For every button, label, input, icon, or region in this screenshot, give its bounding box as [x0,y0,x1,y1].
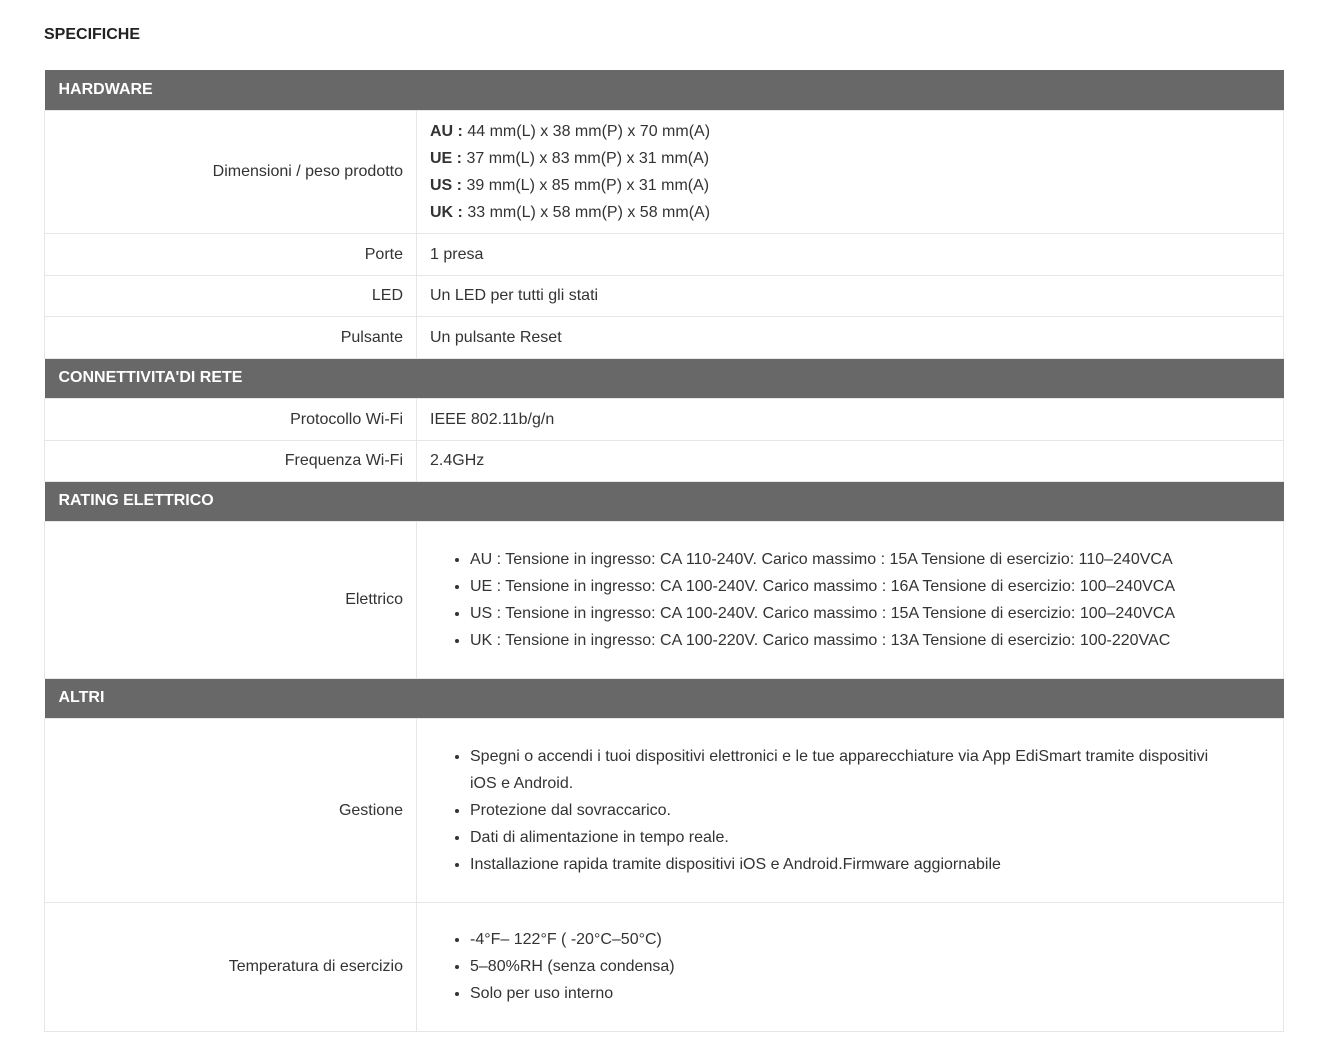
section-header-others: ALTRI [45,678,1284,718]
list-item: • AU : Tensione in ingresso: CA 110-240V. Carico massimo : 15A Tensione di esercizio: 110–240VCA [470,546,1282,573]
row-label: LED [45,275,417,316]
list-item: • -4°F– 122°F ( -20°C–50°C) [470,926,1282,953]
row-label: Pulsante [45,316,417,358]
row-value: 2.4GHz [417,440,1284,481]
row-label: Gestione [45,718,417,902]
row-label: Dimensioni / peso prodotto [45,110,417,233]
list-item: • Protezione dal sovraccarico. [470,797,1230,824]
list-item: • Spegni o accendi i tuoi dispositivi elettronici e le tue apparecchiature via App EdiSmart tramite dispositivi iOS e Android. [470,743,1230,797]
row-label: Temperatura di esercizio [45,902,417,1031]
list-item: • 5–80%RH (senza condensa) [470,953,1282,980]
specs-table [44,70,1284,1032]
section-header-network: CONNETTIVITA'DI RETE [45,358,1284,398]
table-row [45,233,1284,275]
list-item: • Dati di alimentazione in tempo reale. [470,824,1230,851]
row-value: Un pulsante Reset [417,316,1284,358]
table-row [45,275,1284,316]
table-row [45,316,1284,358]
row-value: AU : 44 mm(L) x 38 mm(P) x 70 mm(A) UE : 37 mm(L) x 83 mm(P) x 31 mm(A) US : 39 mm(L) x 85 mm(P) x 31 mm(A) UK : 33 mm(L) x 58 mm(P) x 58 mm(A) [417,110,1284,233]
row-value [417,718,1284,902]
section-header-electrical: RATING ELETTRICO [45,481,1284,521]
row-value: IEEE 802.11b/g/n [417,398,1284,440]
row-label: Elettrico [45,521,417,678]
section-header-hardware: HARDWARE [45,70,1284,110]
row-value: Un LED per tutti gli stati [417,275,1284,316]
list-item: • UK : Tensione in ingresso: CA 100-220V. Carico massimo : 13A Tensione di esercizio: 100-220VAC [470,627,1282,654]
list-item: • Installazione rapida tramite dispositivi iOS e Android.Firmware aggiornabile [470,851,1230,878]
table-row [45,398,1284,440]
table-row [45,718,1284,902]
row-value [417,521,1284,678]
list-item: • Solo per uso interno [470,980,1282,1007]
row-label: Porte [45,233,417,275]
list-item: • UE : Tensione in ingresso: CA 100-240V. Carico massimo : 16A Tensione di esercizio: 100–240VCA [470,573,1282,600]
row-label: Frequenza Wi-Fi [45,440,417,481]
list-item: • US : Tensione in ingresso: CA 100-240V. Carico massimo : 15A Tensione di esercizio: 100–240VCA [470,600,1282,627]
row-label: Protocollo Wi-Fi [45,398,417,440]
page-title: SPECIFICHE [44,26,141,43]
table-row [45,440,1284,481]
row-value: 1 presa [417,233,1284,275]
table-row [45,521,1284,678]
row-value [417,902,1284,1031]
table-row [45,110,1284,233]
table-row [45,902,1284,1031]
